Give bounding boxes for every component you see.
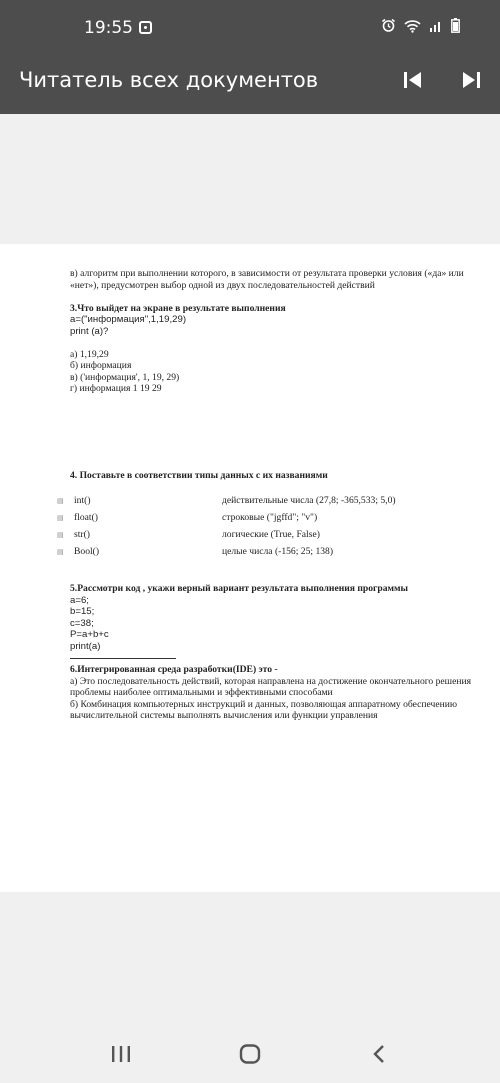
match-row: [57, 512, 490, 529]
question-3-title: 3.Что выйдет на экране в результате выполнения: [70, 302, 286, 314]
status-icons: [381, 18, 460, 38]
match-row: [57, 546, 490, 563]
type-description: целые числа (-156; 25; 138): [222, 546, 334, 557]
document-content: [57, 268, 490, 722]
question-3-option: г) информация 1 19 29: [70, 383, 162, 394]
question-5-code: print(a): [70, 640, 101, 652]
match-row: [57, 495, 490, 512]
question-6-option: а) Это последовательность действий, которая направлена на достижение окончательного решения проблемы наиболее оптимальными и эффективными способами: [70, 675, 472, 698]
data-type: int(): [74, 495, 91, 506]
data-type: Bool(): [74, 546, 100, 557]
wifi-icon: [404, 19, 421, 38]
bullet-icon: ▤: [57, 531, 64, 539]
question-5-title: 5.Рассмотри код , укажи верный вариант результата выполнения программы: [70, 583, 409, 594]
bullet-icon: ▤: [57, 497, 64, 505]
question-6-option: б) Комбинация компьютерных инструкций и данных, позволяющая аппаратному обеспечению вычислительной системы выполнять вычисления или функции управления: [70, 698, 458, 721]
recent-apps-icon[interactable]: [110, 1044, 132, 1069]
answer-line: [70, 652, 176, 659]
system-navigation-bar: [0, 1026, 500, 1083]
previous-document-button[interactable]: [401, 69, 425, 91]
status-bar: [0, 0, 500, 48]
home-icon[interactable]: [239, 1044, 261, 1069]
question-3-option: а) 1,19,29: [70, 348, 109, 360]
screenshot-notification-icon: [139, 21, 152, 34]
bullet-icon: ▤: [57, 548, 64, 556]
app-bar: [0, 48, 500, 114]
question-6-title: 6.Интегрированная среда разработки(IDE) это -: [70, 664, 278, 675]
alarm-icon: [381, 18, 396, 38]
question-5-code: b=15;: [70, 606, 95, 617]
data-type: float(): [74, 512, 98, 523]
back-icon[interactable]: [370, 1044, 390, 1069]
type-description: логические (True, False): [222, 529, 320, 540]
type-description: действительные числа (27,8; -365,533; 5,0): [222, 495, 396, 506]
question-4-title: 4. Поставьте в соответствии типы данных с их названиями: [70, 469, 328, 481]
next-document-button[interactable]: [459, 69, 483, 91]
type-description: строковые ("jgffd"; "v"): [222, 512, 318, 523]
question-2-tail: в) алгоритм при выполнении которого, в зависимости от результата проверки условия («да» или «нет»), предусмотрен выбор одной из двух последовательностей действий: [70, 268, 464, 291]
signal-icon: [429, 19, 443, 37]
data-type: str(): [74, 529, 90, 540]
question-5-code: P=a+b+c: [70, 629, 109, 640]
question-5-code: a=6;: [70, 594, 89, 606]
question-5-code: c=38;: [70, 617, 94, 629]
match-row: [57, 529, 490, 546]
question-3-code: а=("информация",1,19,29): [70, 314, 187, 325]
question-3-option: б) информация: [70, 360, 132, 371]
question-3-option: в) ('информация', 1, 19, 29): [70, 371, 180, 383]
app-title: Читатель всех документов: [19, 68, 319, 92]
battery-icon: [451, 18, 460, 38]
question-3-code: print (a)?: [70, 325, 109, 337]
bullet-icon: ▤: [57, 514, 64, 522]
status-time: 19:55: [84, 18, 133, 38]
